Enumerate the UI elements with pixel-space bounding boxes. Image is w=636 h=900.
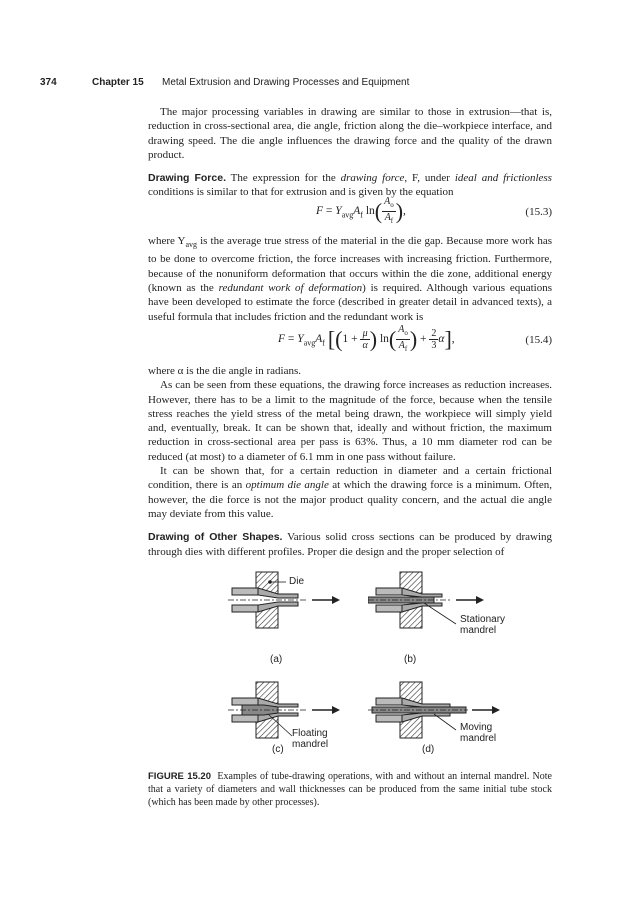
equation-15-3: $F = Y_{avg}A_f$ ln( $\frac{A_o}{A_f}$ ), (15.3) xyxy=(316,196,552,225)
body-mid xyxy=(148,234,552,324)
label-c: (c) xyxy=(272,744,284,755)
figure-c-floating-mandrel xyxy=(228,678,348,748)
figure-caption-text: Examples of tube-drawing operations, with and without an internal mandrel. Note that a variety of diameters and wall thicknesses can be produced from the same initial tube stock (which has been made by other processes). xyxy=(148,771,552,808)
paragraph-drawing-force: Drawing Force. The expression for the drawing force, F, under ideal and frictionless conditions is similar to that for extrusion and is given by the equation xyxy=(148,172,552,199)
chapter-title: Metal Extrusion and Drawing Processes and Equipment xyxy=(162,77,410,88)
paragraph-5: As can be seen from these equations, the drawing force increases as reduction increases. However, there has to be a limit to the magnitude of the force, because when the tensile stress reaches the yield stress of the metal being drawn, the workpiece will simply yield and, eventually, break. It can be shown that, ideally and without friction, the maximum reduction in cross-sectional area per pass is 63%. Thus, a 10 mm diameter rod can be reduced (at most) to a diameter of 6.1 mm in one pass without failure. xyxy=(148,379,552,463)
label-floating-mandrel: Floating mandrel xyxy=(292,728,329,750)
page-header xyxy=(40,77,410,88)
equation-15-4: $F = Y_{avg}A_f$ [(1 + $\frac{\mu}{\alpha}$ ) ln( $\frac{A_o}{A_f}$ ) + $\frac{2}{3}$ α], (15.4) xyxy=(278,324,552,353)
label-die: Die xyxy=(289,576,305,587)
chapter-label: Chapter 15 xyxy=(92,77,144,88)
label-d: (d) xyxy=(422,744,435,755)
figure-caption-label: FIGURE 15.20 xyxy=(148,771,211,782)
paragraph-3: where $Y_{avg}$ is the average true stress of the material in the die gap. Because more work has to be done to overcome friction, the force increases with increasing friction. Furthermore, because of the nonuniform deformation that occurs within the die zone, additional energy (known as the redundant work of deformation) is required. Although various equations have been developed to estimate the force (described in greater detail in advanced texts), a useful formula that includes friction and the redundant work is xyxy=(148,235,552,323)
body-bottom xyxy=(148,364,552,559)
label-stationary-mandrel: Stationary mandrel xyxy=(460,614,506,636)
page-number: 374 xyxy=(40,77,57,88)
figure-caption xyxy=(148,770,552,809)
figure-a-tube-sinking xyxy=(228,566,348,636)
paragraph-4: where α is the die angle in radians. xyxy=(148,365,301,377)
label-a: (a) xyxy=(270,654,283,665)
body-top xyxy=(148,105,552,200)
label-b: (b) xyxy=(404,654,417,665)
section-heading-drawing-force: Drawing Force. xyxy=(148,172,226,185)
paragraph-1: The major processing variables in drawing are similar to those in extrusion—that is, reduction in cross-sectional area, die angle, friction along the die–workpiece interface, and drawing speed. The die angle influences the drawing force and the quality of the drawn product. xyxy=(148,106,552,161)
paragraph-6: It can be shown that, for a certain reduction in diameter and a certain frictional condition, there is an optimum die angle at which the drawing force is a minimum. Often, however, the die force is not the major product quality concern, and the actual die angle may deviate from this value. xyxy=(148,465,552,520)
label-moving-mandrel: Moving mandrel xyxy=(460,722,497,744)
equation-number-15-3: (15.3) xyxy=(525,206,552,218)
paragraph-other-shapes: Drawing of Other Shapes. Various solid cross sections can be produced by drawing through dies with different profiles. Proper die design and the proper selection of xyxy=(148,531,552,558)
section-heading-other-shapes: Drawing of Other Shapes. xyxy=(148,531,283,544)
equation-number-15-4: (15.4) xyxy=(525,334,552,346)
